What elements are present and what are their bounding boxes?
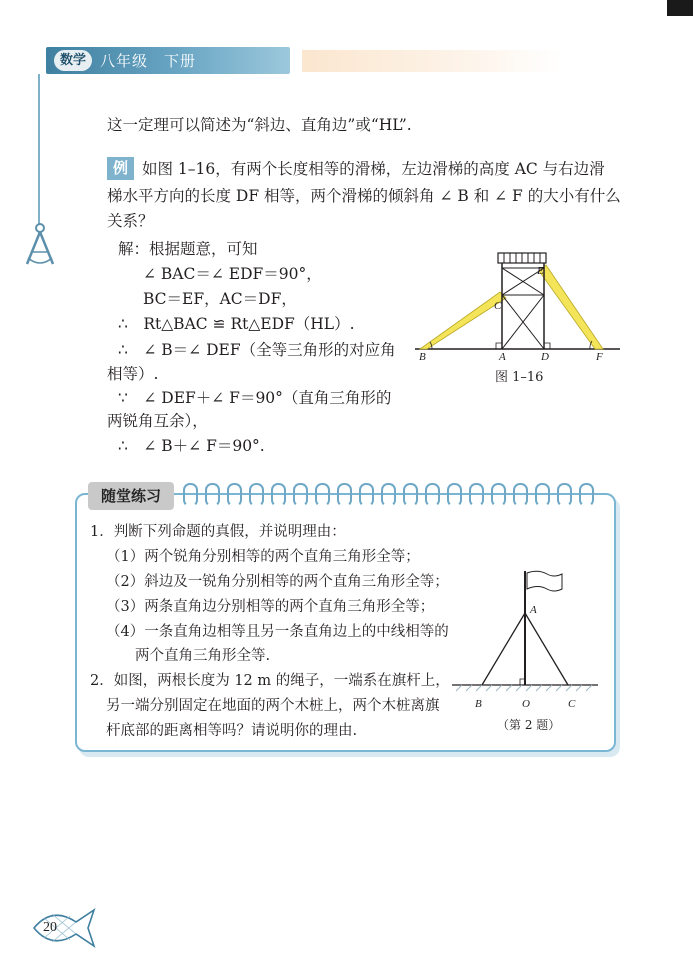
solution-line-3: BC＝EF，AC＝DF， [143,290,297,308]
binder-ring [227,483,242,507]
subject-badge: 数学 [54,50,92,71]
fish-icon [30,904,100,952]
binder-ring [579,483,594,507]
q1-item-5: 两个直角三角形全等. [106,648,271,664]
solution-line-4: ∴ Rt△BAC ≌ Rt△EDF（HL）. [118,315,355,333]
flag-label-O: O [522,698,530,710]
binder-ring [315,483,330,507]
example-badge: 例 [107,157,134,180]
binder-ring [491,483,506,507]
corner-tab [667,0,693,16]
binder-ring [403,483,418,507]
solution-line-8: 两锐角互余）， [107,412,208,430]
label-E: E [537,265,544,277]
figure-flagpole [450,565,600,705]
q2-line-3: 杆底部的距离相等吗？请说明你的理由. [106,723,358,739]
binder-ring [293,483,308,507]
binder-ring [535,483,550,507]
binder-ring [513,483,528,507]
figure-slides [410,243,625,368]
book-title: 八年级 下册 [100,52,197,70]
label-C: C [494,300,502,312]
solution-line-5: ∴ ∠ B＝∠ DEF（全等三角形的对应角 [118,341,396,359]
figure-caption: 图 1–16 [495,370,544,385]
flag-figure-caption: （第 2 题） [497,718,561,732]
solution-line-9: ∴ ∠ B＋∠ F＝90°. [118,437,265,455]
binder-ring [271,483,286,507]
solution-line-2: ∠ BAC＝∠ EDF＝90°， [143,265,322,283]
solution-line-7: ∵ ∠ DEF＋∠ F＝90°（直角三角形的 [118,389,392,407]
binder-ring [183,483,198,507]
example-line-1: 如图 1–16，有两个长度相等的滑梯，左边滑梯的高度 AC 与右边滑 [142,160,605,178]
q1-item-4: （4）一条直角边相等且另一条直角边上的中线相等的 [106,624,449,640]
flag-label-A: A [530,604,537,616]
solution-line-6: 相等）. [107,365,159,383]
binder-ring [425,483,440,507]
q1-item-1: （1）两个锐角分别相等的两个直角三角形全等； [106,549,420,565]
binder-ring [359,483,374,507]
label-F: F [596,351,603,363]
theorem-note: 这一定理可以简述为“斜边、直角边”或“HL”. [107,116,412,134]
label-A: A [499,351,506,363]
solution-line-1: 解：根据题意，可知 [118,240,258,258]
example-line-3: 关系？ [107,212,154,230]
flag-label-C: C [568,698,576,710]
header-gradient-band [302,50,562,72]
q1-title: 1．判断下列命题的真假，并说明理由： [90,524,346,540]
q2-line-2: 另一端分别固定在地面的两个木桩上，两个木桩离旗 [106,698,440,714]
binder-ring [447,483,462,507]
binder-ring [249,483,264,507]
q1-item-2: （2）斜边及一锐角分别相等的两个直角三角形全等； [106,574,449,590]
label-B: B [419,351,426,363]
binder-ring [205,483,220,507]
flag-label-B: B [475,698,482,710]
binder-ring [469,483,484,507]
q2-line-1: 2．如图，两根长度为 12 m 的绳子，一端系在旗杆上， [90,673,450,689]
label-D: D [541,351,549,363]
margin-line [38,74,40,224]
binder-ring [381,483,396,507]
page-number: 20 [43,920,57,935]
compass-icon [22,222,58,268]
binder-ring [557,483,572,507]
practice-title: 随堂练习 [88,482,174,510]
example-line-2: 梯水平方向的长度 DF 相等，两个滑梯的倾斜角 ∠ B 和 ∠ F 的大小有什么 [107,187,621,205]
binder-ring [337,483,352,507]
q1-item-3: （3）两条直角边分别相等的两个直角三角形全等； [106,599,435,615]
